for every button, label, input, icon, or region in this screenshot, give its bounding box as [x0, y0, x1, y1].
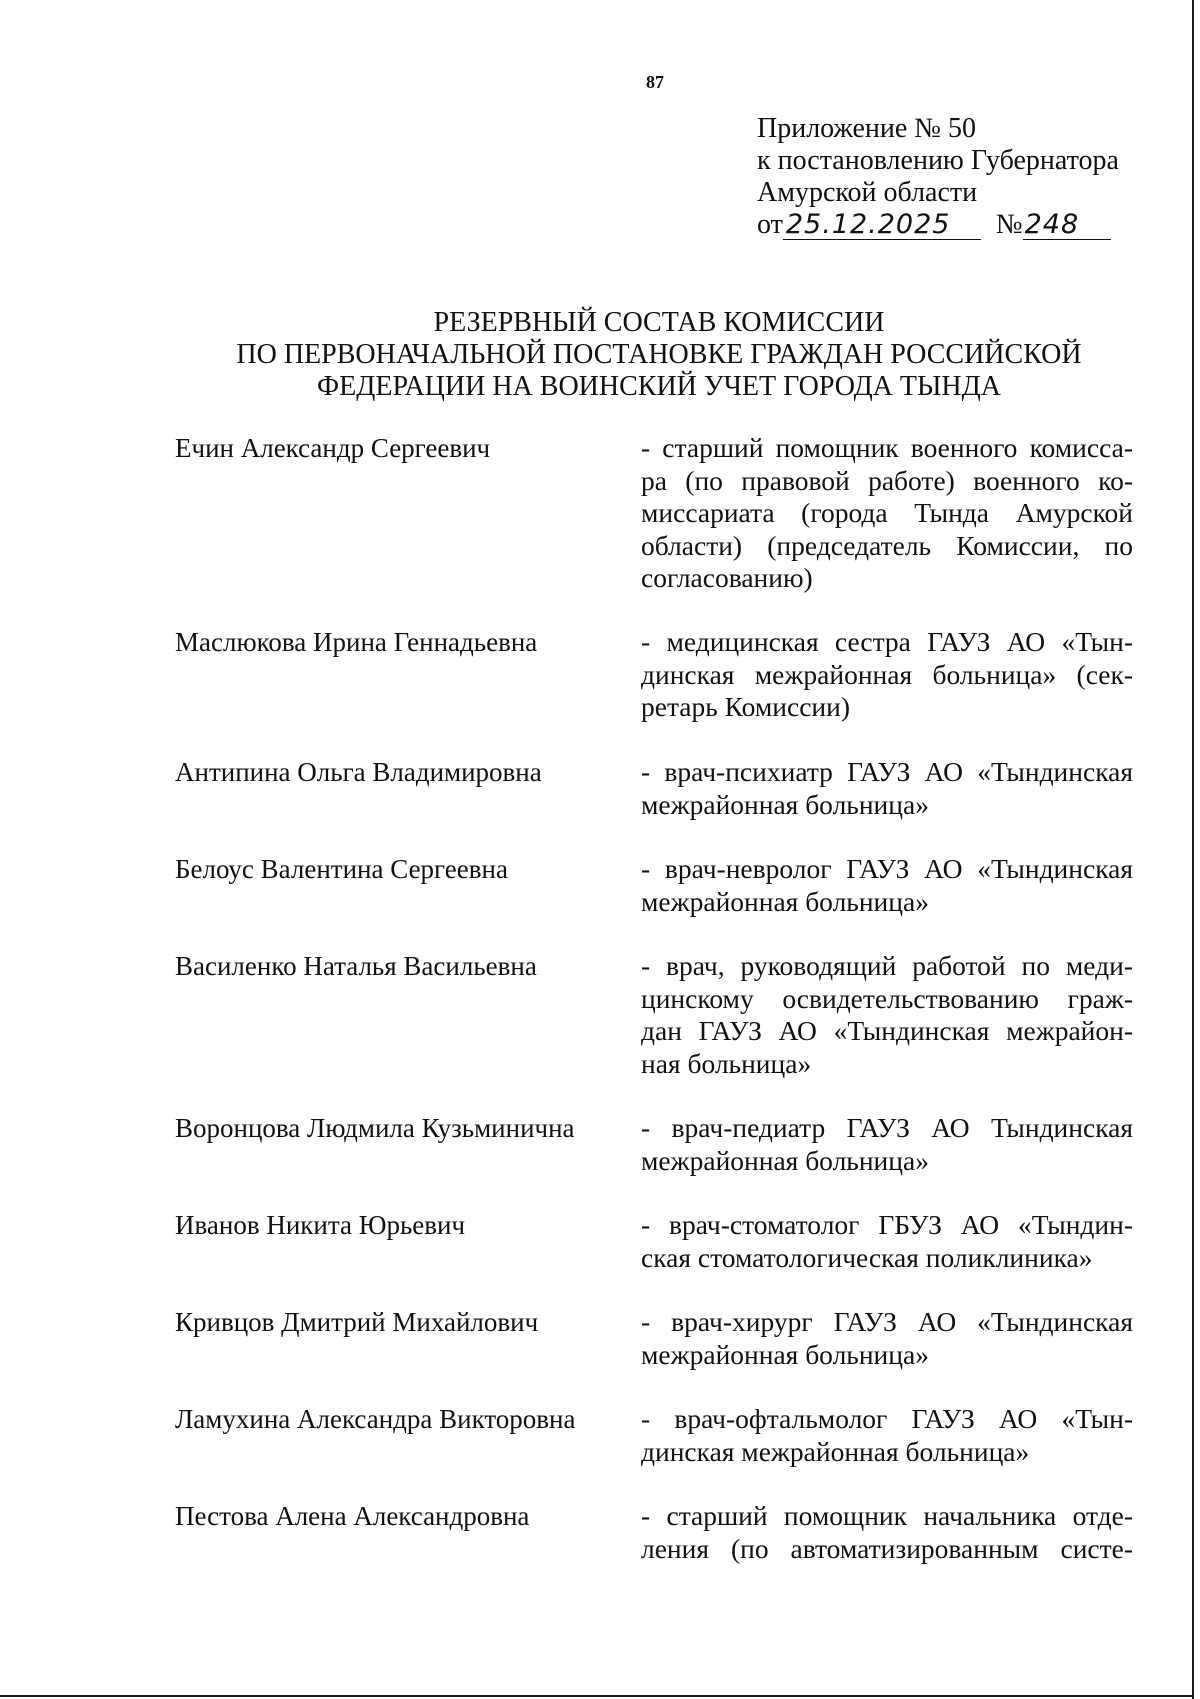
date-field — [783, 211, 981, 240]
member-role-line: ная больница» — [641, 1047, 812, 1079]
member-name: Антипина Ольга Владимировна — [175, 757, 542, 787]
member-role-line: ретарь Комиссии) — [641, 691, 851, 722]
member-name: Иванов Никита Юрьевич — [175, 1210, 466, 1240]
member-role-line: - врач-хирург ГАУЗ АО «Тындинская — [641, 1306, 1133, 1337]
member-role-line: межрайонная больница» — [641, 885, 929, 917]
member-role-line: - медицинская сестра ГАУЗ АО «Тын- — [641, 626, 1133, 657]
document-title — [220, 307, 1098, 403]
member-role-line: дан ГАУЗ АО «Тындинская межрайон- — [641, 1015, 1133, 1046]
member-row — [175, 950, 1133, 1079]
member-name: Пестова Алена Александровна — [175, 1501, 530, 1531]
member-role-line: согласованию) — [641, 562, 813, 593]
handwritten-number: 248 — [1024, 209, 1080, 240]
member-role — [641, 950, 1133, 1080]
member-row — [175, 756, 1133, 820]
appendix-line-3: Амурской области — [757, 177, 978, 208]
member-role — [641, 1209, 1133, 1274]
member-name: Воронцова Людмила Кузьминична — [175, 1113, 575, 1143]
member-row — [175, 853, 1133, 917]
member-role-line: миссариата (города Тында Амурской — [641, 497, 1133, 528]
appendix-line-2: к постановлению Губернатора — [757, 145, 1119, 176]
member-row — [175, 1306, 1133, 1370]
member-role-line: межрайонная больница» — [641, 1338, 929, 1370]
title-line-2: ПО ПЕРВОНАЧАЛЬНОЙ ПОСТАНОВКЕ ГРАЖДАН РОССИЙСКОЙ — [236, 339, 1082, 370]
date-prefix: от — [757, 209, 783, 240]
appendix-header — [757, 113, 1177, 245]
number-field — [1023, 211, 1111, 240]
member-row — [175, 1500, 1133, 1564]
member-role-line: - врач, руководящий работой по меди- — [641, 950, 1133, 981]
member-row — [175, 432, 1133, 593]
title-line-1: РЕЗЕРВНЫЙ СОСТАВ КОМИССИИ — [433, 307, 885, 338]
member-role-line: области) (председатель Комиссии, по — [641, 529, 1133, 561]
member-role-line: ская стоматологическая поликлиника» — [641, 1241, 1093, 1273]
member-name: Кривцов Дмитрий Михайлович — [175, 1307, 539, 1337]
member-role-line: - врач-офтальмолог ГАУЗ АО «Тын- — [641, 1403, 1133, 1434]
member-row — [175, 626, 1133, 722]
member-role — [641, 626, 1133, 724]
member-row — [175, 1112, 1133, 1176]
appendix-line-1: Приложение № 50 — [757, 113, 976, 144]
member-role-line: - старший помощник начальника отде- — [641, 1500, 1133, 1531]
member-role-line: - старший помощник военного комисса- — [641, 432, 1133, 463]
member-name: Василенко Наталья Васильевна — [175, 951, 537, 981]
member-row — [175, 1209, 1133, 1273]
number-prefix: № — [995, 209, 1023, 240]
member-role-line: динская межрайонная больница» (сек- — [641, 658, 1133, 690]
member-name: Белоус Валентина Сергеевна — [175, 854, 508, 884]
member-name: Маслюкова Ирина Геннадьевна — [175, 627, 538, 657]
title-line-3: ФЕДЕРАЦИИ НА ВОИНСКИЙ УЧЕТ ГОРОДА ТЫНДА — [317, 371, 1001, 402]
member-role — [641, 756, 1133, 821]
member-role — [641, 853, 1133, 918]
member-role-line: ра (по правовой работе) военного ко- — [641, 464, 1133, 496]
page-frame-bottom-edge — [0, 1695, 1194, 1697]
member-role-line: цинскому освидетельствованию граж- — [641, 982, 1133, 1014]
page-frame-right-edge — [1192, 0, 1194, 1699]
member-role — [641, 1500, 1133, 1565]
member-role-line: - врач-стоматолог ГБУЗ АО «Тындин- — [641, 1209, 1133, 1240]
member-role-line: ления (по автоматизированным систе- — [641, 1532, 1133, 1564]
member-role-line: - врач-психиатр ГАУЗ АО «Тындинская — [641, 756, 1133, 787]
appendix-date-line — [757, 209, 1177, 245]
member-role-line: - врач-невролог ГАУЗ АО «Тындинская — [641, 853, 1133, 884]
member-role — [641, 1403, 1133, 1468]
member-role-line: динская межрайонная больница» — [641, 1435, 1030, 1467]
member-row — [175, 1403, 1133, 1467]
member-role-line: - врач-педиатр ГАУЗ АО Тындинская — [641, 1112, 1133, 1143]
member-role — [641, 432, 1133, 595]
member-role-line: межрайонная больница» — [641, 1144, 929, 1176]
member-role — [641, 1112, 1133, 1177]
member-role — [641, 1306, 1133, 1371]
page-number: 87 — [646, 72, 664, 92]
member-name: Ечин Александр Сергеевич — [175, 433, 491, 463]
handwritten-date: 25.12.2025 — [785, 209, 951, 240]
member-name: Ламухина Александра Викторовна — [175, 1404, 576, 1434]
member-role-line: межрайонная больница» — [641, 788, 929, 820]
